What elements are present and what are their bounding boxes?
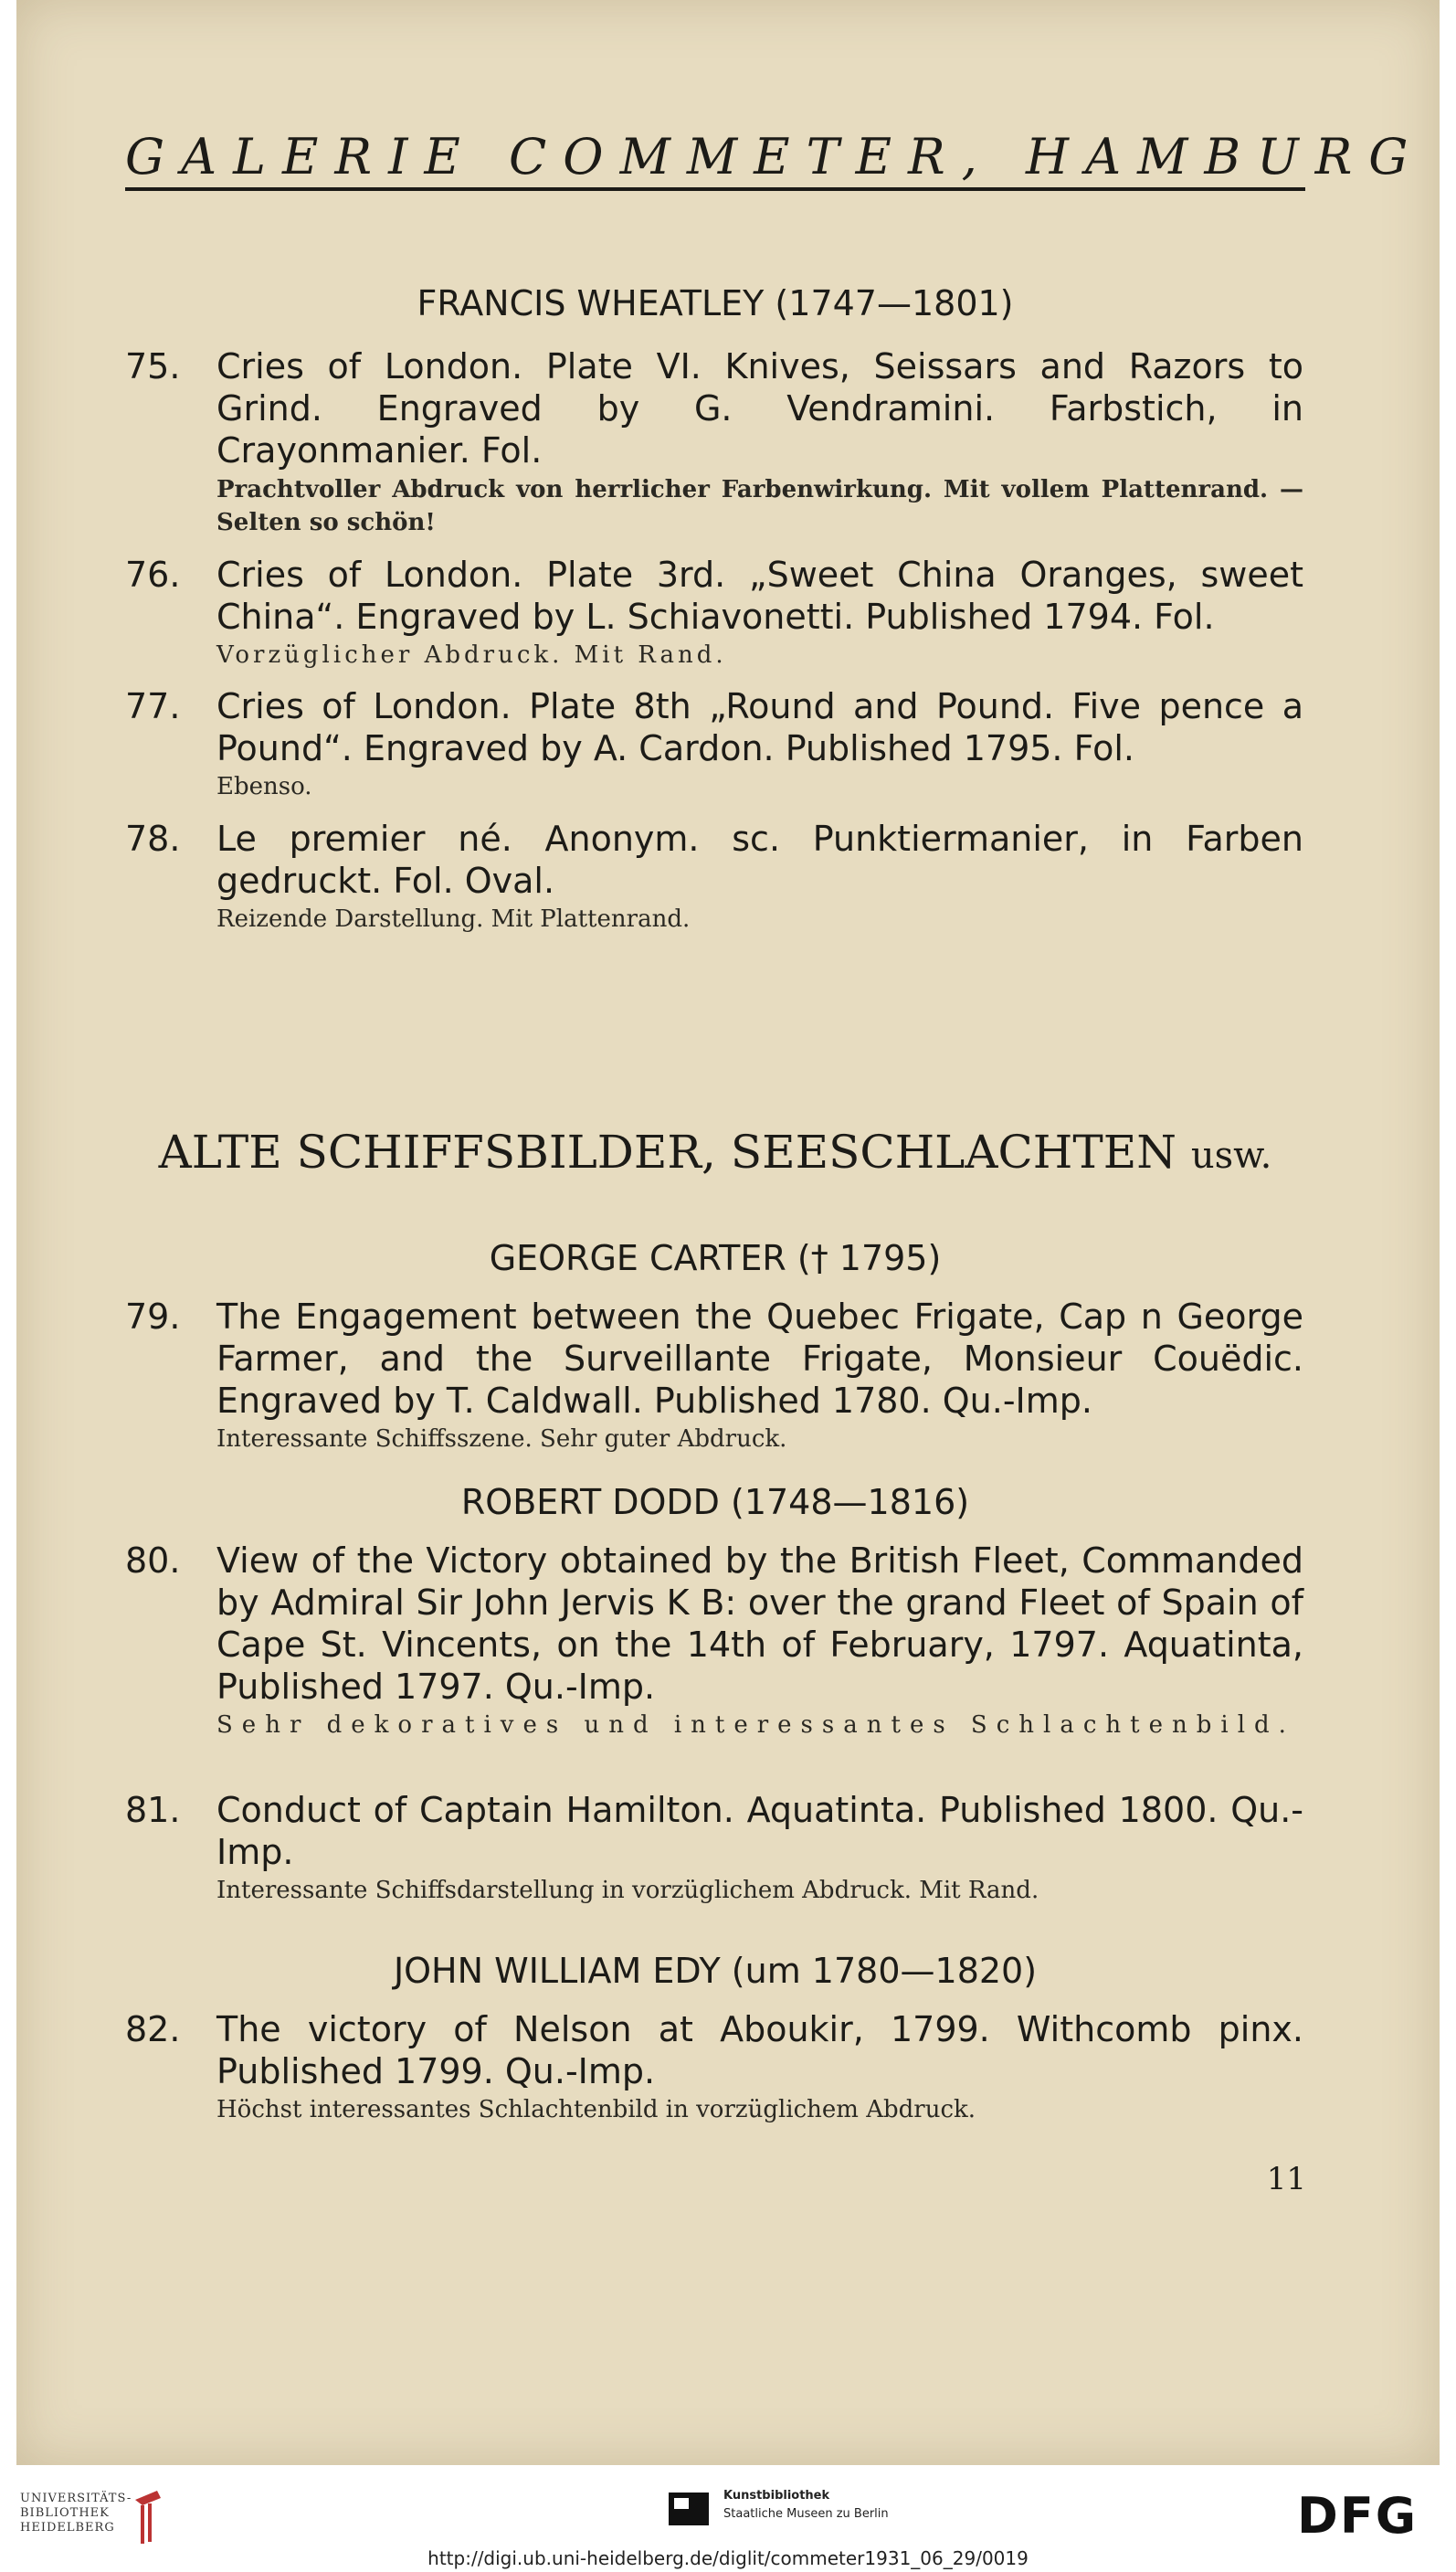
header-rule bbox=[125, 187, 1305, 191]
entry-text bbox=[216, 685, 1303, 802]
entry-text bbox=[216, 1789, 1303, 1906]
dfg-logo: DFG bbox=[1297, 2487, 1419, 2545]
entry-text bbox=[216, 1296, 1303, 1455]
kunstbibliothek-subtitle: Staatliche Museen zu Berlin bbox=[723, 2507, 889, 2521]
section-title-suffix: usw. bbox=[1190, 1135, 1272, 1177]
library-name-line3: HEIDELBERG bbox=[20, 2521, 115, 2535]
entry-text bbox=[216, 554, 1303, 671]
entry-note: Reizende Darstellung. Mit Plattenrand. bbox=[216, 905, 691, 933]
entry-description: Cries of London. Plate 3rd. „Sweet China Oranges, sweet China“. Engraved by L. Schiavonetti. Published 1794. Fol. bbox=[216, 555, 1303, 637]
page-number: 11 bbox=[1266, 2161, 1306, 2197]
heidelberg-emblem-icon bbox=[130, 2487, 174, 2547]
library-name-line2: BIBLIOTHEK bbox=[20, 2506, 110, 2520]
entry-note: Interessante Schiffsszene. Sehr guter Abdruck. bbox=[216, 1425, 787, 1453]
entry-text bbox=[216, 818, 1303, 935]
entry-text bbox=[216, 2008, 1303, 2125]
entry-number: 80. bbox=[125, 1540, 181, 1581]
entry-number: 75. bbox=[125, 346, 181, 386]
entry-text bbox=[216, 345, 1303, 539]
running-head: GALERIE COMMETER, HAMBURG bbox=[125, 128, 1425, 185]
entry-note: Ebenso. bbox=[216, 773, 312, 800]
entry-number: 79. bbox=[125, 1297, 181, 1337]
entry-text bbox=[216, 1540, 1303, 1741]
entry-note: Vorzüglicher Abdruck. Mit Rand. bbox=[216, 641, 727, 669]
entry-description: View of the Victory obtained by the British Fleet, Commanded by Admiral Sir John Jervis K B: over the grand Fleet of Spain of Cape St. Vincents, on the 14th of February, 1797. Aquatinta, Published 1797. Qu.-Imp. bbox=[216, 1540, 1303, 1707]
entry-note: Interessante Schiffsdarstellung in vorzüglichem Abdruck. Mit Rand. bbox=[216, 1877, 1039, 1904]
artist-heading-wheatley: FRANCIS WHEATLEY (1747—1801) bbox=[417, 283, 1014, 323]
artist-heading-dodd: ROBERT DODD (1748—1816) bbox=[460, 1482, 970, 1522]
kunstbibliothek-text bbox=[723, 2487, 889, 2524]
artist-heading-edy: JOHN WILLIAM EDY (um 1780—1820) bbox=[393, 1951, 1038, 1991]
entry-note: Sehr dekoratives und interessantes Schlachtenbild. bbox=[216, 1711, 1295, 1739]
entry-description: Le premier né. Anonym. sc. Punktiermanier, in Farben gedruckt. Fol. Oval. bbox=[216, 819, 1303, 901]
entry-number: 82. bbox=[125, 2009, 181, 2049]
entry-description: Conduct of Captain Hamilton. Aquatinta. Published 1800. Qu.-Imp. bbox=[216, 1790, 1303, 1872]
kunstbibliothek-name: Kunstbibliothek bbox=[723, 2489, 830, 2503]
entry-note: Prachtvoller Abdruck von herrlicher Farbenwirkung. Mit vollem Plattenrand. — Selten so schön! bbox=[216, 476, 1303, 536]
library-name-line1: UNIVERSITÄTS- bbox=[20, 2492, 132, 2505]
heidelberg-library-logo bbox=[20, 2492, 132, 2535]
entry-number: 81. bbox=[125, 1790, 181, 1830]
entry-description: Cries of London. Plate 8th „Round and Pound. Five pence a Pound“. Engraved by A. Cardon. Published 1795. Fol. bbox=[216, 686, 1303, 768]
entry-description: The Engagement between the Quebec Frigate, Cap n George Farmer, and the Surveillante Frigate, Monsieur Couëdic. Engraved by T. Caldwall. Published 1780. Qu.-Imp. bbox=[216, 1297, 1303, 1421]
entry-number: 77. bbox=[125, 686, 181, 726]
artist-heading-carter: GEORGE CARTER († 1795) bbox=[489, 1238, 942, 1278]
entry-description: Cries of London. Plate VI. Knives, Seissars and Razors to Grind. Engraved by G. Vendramini. Farbstich, in Crayonmanier. Fol. bbox=[216, 346, 1303, 471]
kunstbibliothek-logo-icon bbox=[667, 2487, 711, 2531]
entry-number: 78. bbox=[125, 819, 181, 859]
entry-description: The victory of Nelson at Aboukir, 1799. Withcomb pinx. Published 1799. Qu.-Imp. bbox=[216, 2009, 1303, 2091]
entry-note: Höchst interessantes Schlachtenbild in vorzüglichem Abdruck. bbox=[216, 2096, 976, 2123]
source-url[interactable]: http://digi.ub.uni-heidelberg.de/diglit/commeter1931_06_29/0019 bbox=[427, 2547, 1029, 2569]
entry-number: 76. bbox=[125, 555, 181, 595]
section-title-text: ALTE SCHIFFSBILDER, SEESCHLACHTEN bbox=[158, 1126, 1176, 1179]
section-title bbox=[125, 1126, 1305, 1179]
